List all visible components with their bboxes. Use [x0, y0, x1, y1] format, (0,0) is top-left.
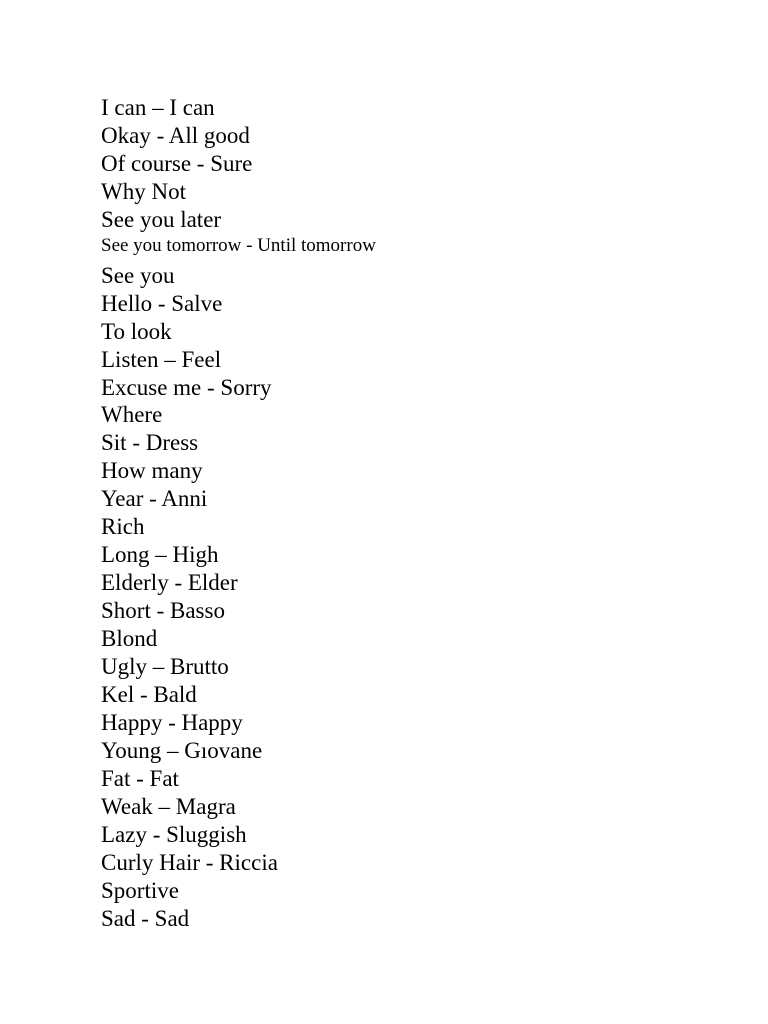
- text-line: Curly Hair - Riccia: [101, 850, 278, 875]
- text-line: Elderly - Elder: [101, 570, 238, 595]
- text-line: Kel - Bald: [101, 682, 197, 707]
- text-line: Short - Basso: [101, 598, 225, 623]
- text-line: See you: [101, 263, 175, 288]
- text-line: Excuse me - Sorry: [101, 375, 272, 400]
- text-line: Lazy - Sluggish: [101, 822, 247, 847]
- text-line: Happy - Happy: [101, 710, 243, 735]
- text-line: I can – I can: [101, 95, 215, 120]
- text-line: Blond: [101, 626, 158, 651]
- text-line: Rich: [101, 514, 145, 539]
- text-line: Young – Gıovane: [101, 738, 263, 763]
- text-line: Year - Anni: [101, 486, 208, 511]
- text-line: Of course - Sure: [101, 151, 253, 176]
- text-line: Sad - Sad: [101, 906, 190, 931]
- text-line: Long – High: [101, 542, 219, 567]
- text-line: How many: [101, 458, 203, 483]
- text-line: Where: [101, 402, 163, 427]
- text-line: See you later: [101, 207, 222, 232]
- text-line: Sportive: [101, 878, 179, 903]
- text-line: Ugly – Brutto: [101, 654, 229, 679]
- text-line: Fat - Fat: [101, 766, 179, 791]
- text-line: Weak – Magra: [101, 794, 236, 819]
- text-line: Okay - All good: [101, 123, 250, 148]
- text-line: Why Not: [101, 179, 186, 204]
- text-line: See you tomorrow - Until tomorrow: [101, 235, 376, 256]
- text-line: Listen – Feel: [101, 347, 222, 372]
- text-line: Hello - Salve: [101, 291, 223, 316]
- text-line: Sit - Dress: [101, 430, 199, 455]
- text-line: To look: [101, 319, 172, 344]
